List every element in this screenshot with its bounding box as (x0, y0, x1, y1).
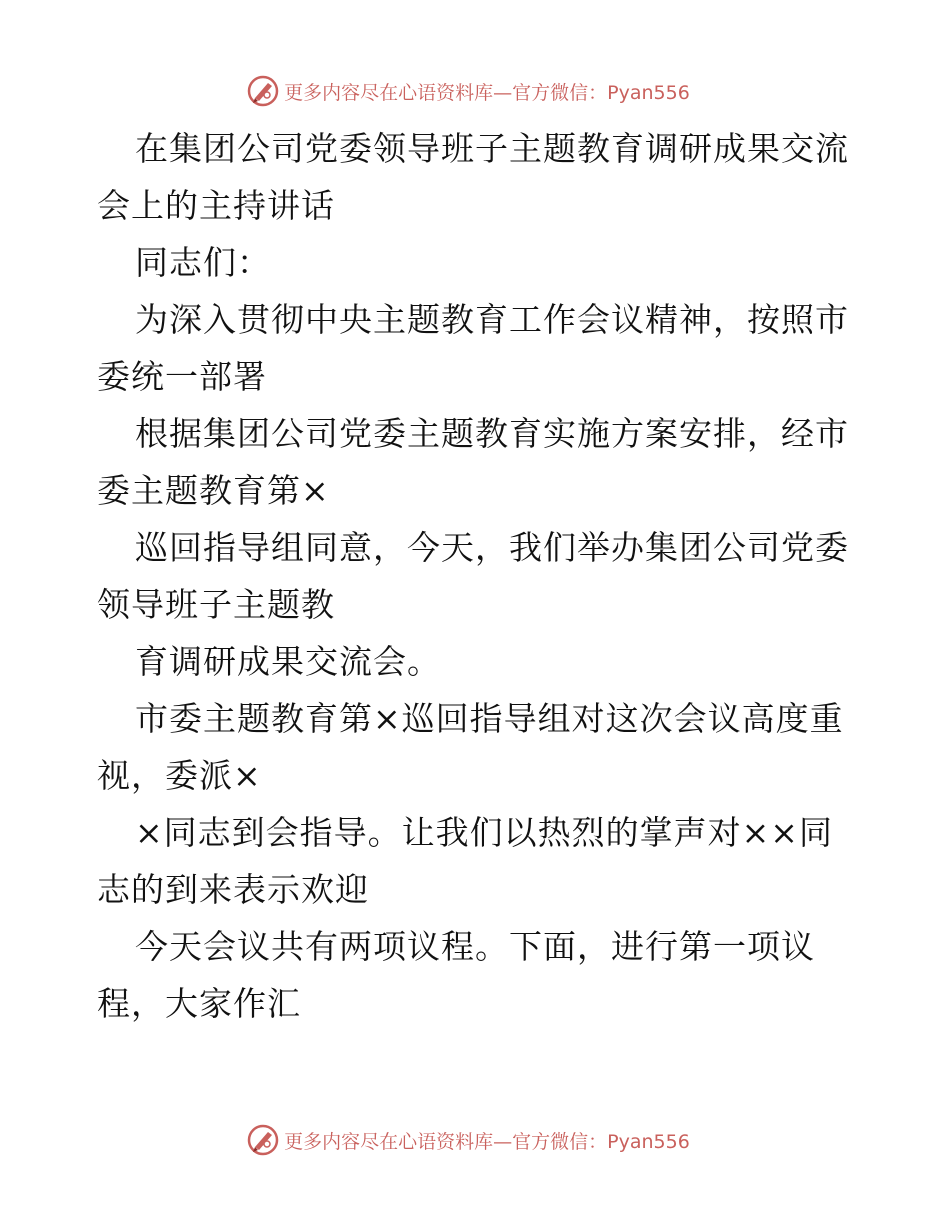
title-line: 在集团公司党委领导班子主题教育调研成果交流 (135, 129, 849, 168)
document-body (97, 120, 857, 1032)
watermark-text: 更多内容尽在心语资料库—官方微信：Pyan556 (284, 1130, 690, 1153)
paragraph-line: 委主题教育第× (97, 471, 330, 510)
paragraph-line: 志的到来表示欢迎 (97, 870, 369, 909)
header-watermark (0, 71, 950, 111)
paragraph-line: 今天会议共有两项议程。下面，进行第一项议 (135, 927, 815, 966)
paragraph-line: 市委主题教育第×巡回指导组对这次会议高度重 (135, 699, 844, 738)
paragraph-line: 为深入贯彻中央主题教育工作会议精神，按照市 (135, 300, 849, 339)
paragraph-line: 领导班子主题教 (97, 585, 335, 624)
pen-seal-icon (246, 74, 280, 108)
paragraph-line: 巡回指导组同意，今天，我们举办集团公司党委 (135, 528, 849, 567)
paragraph-line: 根据集团公司党委主题教育实施方案安排，经市 (135, 414, 849, 453)
paragraph-line: ×同志到会指导。让我们以热烈的掌声对××同 (135, 813, 833, 852)
pen-seal-icon (246, 1123, 280, 1157)
paragraph-line: 视，委派× (97, 756, 262, 795)
paragraph-line: 程，大家作汇 (97, 984, 301, 1023)
greeting: 同志们： (135, 243, 271, 282)
paragraph-line: 育调研成果交流会。 (135, 642, 441, 681)
title-line: 会上的主持讲话 (97, 186, 335, 225)
watermark-text: 更多内容尽在心语资料库—官方微信：Pyan556 (284, 81, 690, 104)
footer-watermark (0, 1120, 950, 1160)
paragraph-line: 委统一部署 (97, 357, 267, 396)
